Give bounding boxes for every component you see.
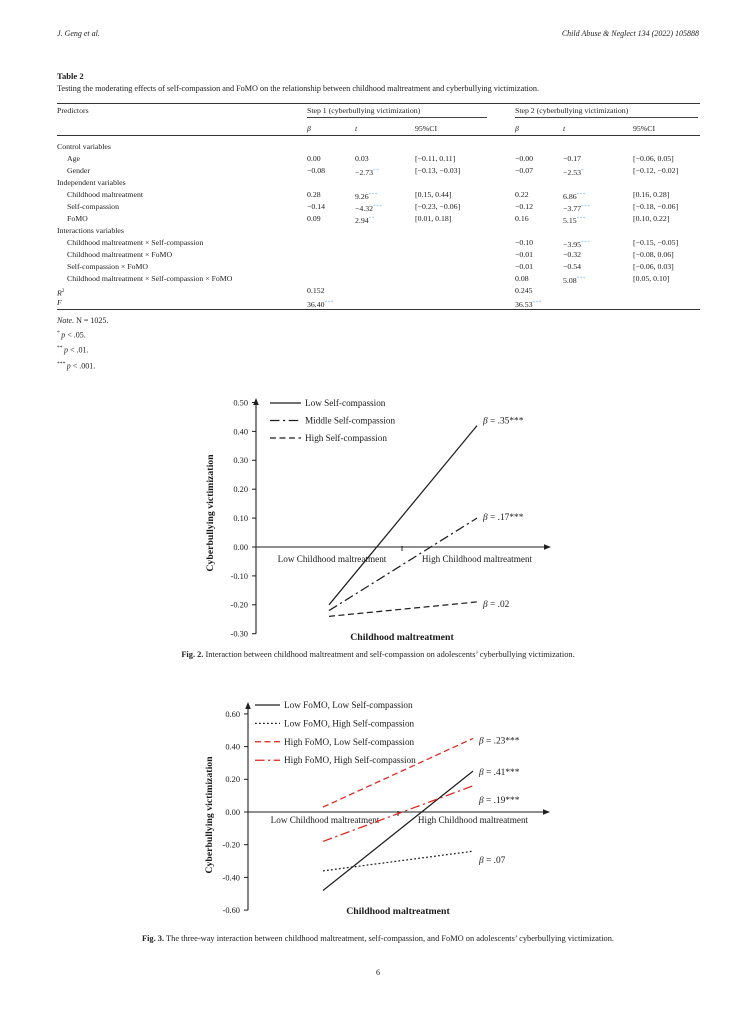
significance-stars: ** [368,216,375,222]
row-value: −3.77*** [563,204,591,213]
legend-label: Middle Self-compassion [305,415,396,426]
table-row [57,177,700,189]
y-tick-label: -0.10 [230,571,248,581]
figure3-caption [40,934,716,943]
row-value: [−0.23, −0.06] [415,202,461,211]
table-bottom-rule [57,309,700,310]
row-value [355,177,415,189]
table-row [57,189,700,201]
row-value: 0.16 [515,214,529,223]
table-row [57,201,700,213]
figure3-chart [140,690,610,955]
figure3-caption-text: The three-way interaction between childhood maltreatment, self-compassion, and FoMO on adolescents’ cyberbullying victimization. [166,934,615,943]
running-head [57,29,699,38]
row-value: 36.40*** [307,300,334,309]
y-tick-label: -0.30 [230,629,248,639]
legend-label: High FoMO, High Self-compassion [284,755,416,766]
x-axis-arrow [543,809,550,815]
row-label: Self-compassion [67,202,119,211]
row-value: [−0.15, −0.05] [633,238,679,247]
row-value [307,141,355,153]
row-value: 0.00 [307,154,321,163]
row-value: 0.245 [515,286,533,295]
row-value: 6.86*** [563,192,586,201]
table-row [57,261,700,273]
y-tick-label: 0.00 [225,807,240,817]
row-value: [−0.18, −0.06] [633,202,679,211]
x-category-label: Low Childhood maltreatment [270,815,380,825]
x-category-label: Low Childhood maltreatment [277,554,387,564]
col-header-step2-ci: 95%CI [633,124,656,133]
col-header-step1-t: t [355,124,358,133]
row-value: 0.152 [307,286,325,295]
row-label: Independent variables [57,178,126,187]
col-header-step2-beta: β [515,124,519,133]
x-category-label: High Childhood maltreatment [421,554,533,564]
note-significance-line: ** p < .01. [57,345,89,356]
row-value [355,249,415,261]
row-value: 0.03 [355,154,369,163]
beta-annotation: β = .23*** [479,736,520,747]
row-value [563,141,633,153]
table-row [57,213,700,225]
row-value: −0.10 [515,238,534,247]
y-tick-label: 0.20 [225,775,240,785]
row-value: [0.10, 0.22] [633,214,670,223]
row-value [355,225,415,237]
legend-label: Low FoMO, High Self-compassion [284,718,415,729]
significance-stars: *** [368,192,378,198]
col-header-spacer [57,124,307,133]
beta-annotation: β = .02 [483,599,510,610]
significance-stars: *** [576,192,586,198]
significance-stars: *** [373,204,383,210]
table-row [57,297,700,309]
row-value: 0.09 [307,214,321,223]
row-label: Control variables [57,142,111,151]
y-tick-label: 0.00 [233,542,248,552]
legend-label: High Self-compassion [305,433,387,443]
table-row [57,153,700,165]
row-value [515,225,563,237]
row-value [307,177,355,189]
row-label: Gender [67,166,90,175]
series-line [323,851,473,871]
table-row [57,273,700,285]
legend-label: High FoMO, Low Self-compassion [284,736,415,747]
series-line [323,771,473,890]
row-value: 5.08*** [563,276,586,285]
row-value: −0.07 [515,166,534,175]
note-significance-line: * p < .05. [57,330,86,341]
row-value [633,225,700,237]
row-label: Childhood maltreatment × Self-compassion [67,238,204,247]
y-axis-title: Cyberbullying victimization [204,756,215,874]
row-value: 9.26*** [355,192,378,201]
row-label: $R^2$ [57,288,65,298]
y-tick-label: -0.20 [222,840,240,850]
significance-stars: * [581,168,585,174]
col-group-step2: Step 2 (cyberbullying victimization) [515,106,698,118]
row-value: −0.17 [563,154,582,163]
row-label: Childhood maltreatment × FoMO [67,250,173,259]
significance-stars: ** [373,168,380,174]
significance-stars: *** [532,300,542,306]
row-value: −0.32 [563,250,582,259]
row-value: −0.12 [515,202,534,211]
significance-stars: *** [576,216,586,222]
beta-annotation: β = .35*** [483,416,524,427]
table-row [57,225,700,237]
row-label: Self-compassion × FoMO [67,262,149,271]
row-value [563,177,633,189]
running-head-authors: J. Geng et al. [57,29,100,38]
row-label: F [57,298,62,307]
beta-annotation: β = .17*** [483,513,524,524]
y-tick-label: 0.40 [233,427,248,437]
series-line [329,426,477,605]
row-value: [−0.06, 0.05] [633,154,674,163]
row-value: 0.28 [307,190,321,199]
row-value: −2.53* [563,168,585,177]
row-value: 2.94** [355,216,375,225]
row-value: −0.01 [515,262,534,271]
significance-stars: *** [581,204,591,210]
y-tick-label: 0.50 [233,398,248,408]
row-label: Childhood maltreatment × Self-compassion × FoMO [67,274,233,283]
series-line [323,786,473,842]
page-number: 6 [376,968,380,977]
row-value [633,177,700,189]
y-tick-label: 0.20 [233,485,248,495]
row-value: [−0.08, 0.06] [633,250,674,259]
row-value: −0.54 [563,262,582,271]
legend-label: Low FoMO, Low Self-compassion [284,700,413,710]
row-value: −3.95*** [563,240,591,249]
row-value: [0.01, 0.18] [415,214,452,223]
row-value [355,261,415,273]
y-axis-arrow [253,398,259,405]
table-row [57,249,700,261]
table-row [57,141,700,153]
col-header-predictors: Predictors [57,106,89,115]
note-sample-size: Note. N = 1025. [57,316,109,325]
row-value: [0.05, 0.10] [633,274,670,283]
x-axis-title: Childhood maltreatment [350,632,454,643]
row-value: −0.01 [515,250,534,259]
legend-label: Low Self-compassion [305,398,386,408]
row-value: [−0.12, −0.02] [633,166,679,175]
row-value: 36.53*** [515,300,542,309]
row-value: [−0.11, 0.11] [415,154,456,163]
row-label: Interactions variables [57,226,124,235]
col-header-step1-beta: β [307,124,311,133]
figure2-caption-text: Interaction between childhood maltreatment and self-compassion on adolescents’ cyberbullying victimization. [205,650,575,659]
row-value [563,225,633,237]
y-axis-title: Cyberbullying victimization [205,454,216,572]
running-head-journal: Child Abuse & Neglect 134 (2022) 105888 [561,29,699,38]
y-axis-arrow [245,702,251,709]
row-value [415,225,515,237]
row-value: [0.16, 0.28] [633,190,670,199]
row-value: 0.22 [515,190,529,199]
row-label: FoMO [67,214,88,223]
row-value [415,249,515,261]
row-value: [0.15, 0.44] [415,190,452,199]
row-value: 5.15*** [563,216,586,225]
row-value: 0.08 [515,274,529,283]
table-header-rule [57,135,700,136]
significance-stars: *** [576,276,586,282]
row-value: −0.14 [307,202,326,211]
x-category-label: High Childhood maltreatment [417,815,529,825]
row-label: Age [67,154,80,163]
series-line [329,518,477,610]
row-value: [−0.13, −0.03] [415,166,461,175]
table-body [57,141,700,309]
row-value: −2.73** [355,168,380,177]
figure2-chart [140,395,610,650]
col-header-step1-ci: 95%CI [415,124,438,133]
col-group-step1: Step 1 (cyberbullying victimization) [307,106,487,118]
table-caption: Testing the moderating effects of self-compassion and FoMO on the relationship between childhood maltreatment and cyberbullying victimization. [57,84,539,93]
figure2-caption-label: Fig. 2. [181,650,204,659]
row-value: −0.08 [307,166,326,175]
row-value: −0.00 [515,154,534,163]
col-header-step2-t: t [563,124,566,133]
significance-stars: *** [324,300,334,306]
row-value [307,261,355,273]
x-axis-arrow [544,544,551,550]
y-tick-label: -0.60 [222,906,240,915]
table-row [57,285,700,297]
row-value [307,249,355,261]
row-value [415,141,515,153]
note-significance-line: *** p < .001. [57,360,96,371]
y-tick-label: 0.30 [233,456,248,466]
significance-stars: *** [581,240,591,246]
figure3-caption-label: Fig. 3. [141,934,165,943]
y-tick-label: -0.40 [222,873,240,883]
table-row [57,165,700,177]
figure2-caption [40,650,716,659]
row-value: [−0.06, 0.03] [633,262,674,271]
row-value [515,177,563,189]
row-value [415,177,515,189]
row-value: −4.32*** [355,204,383,213]
beta-annotation: β = .07 [479,856,506,867]
row-value [355,141,415,153]
series-line [323,738,473,807]
y-tick-label: 0.10 [233,514,248,523]
row-label: Childhood maltreatment [67,190,144,199]
table-label: Table 2 [57,71,84,81]
y-tick-label: 0.60 [225,709,240,719]
y-tick-label: 0.40 [225,742,240,752]
row-value [633,141,700,153]
y-tick-label: -0.20 [230,600,248,610]
x-axis-title: Childhood maltreatment [346,906,450,917]
row-value [515,141,563,153]
table-row [57,237,700,249]
series-line [329,602,477,616]
row-value [307,225,355,237]
row-value [415,261,515,273]
beta-annotation: β = .19*** [479,795,520,806]
table-note [57,315,108,373]
beta-annotation: β = .41*** [479,768,520,779]
